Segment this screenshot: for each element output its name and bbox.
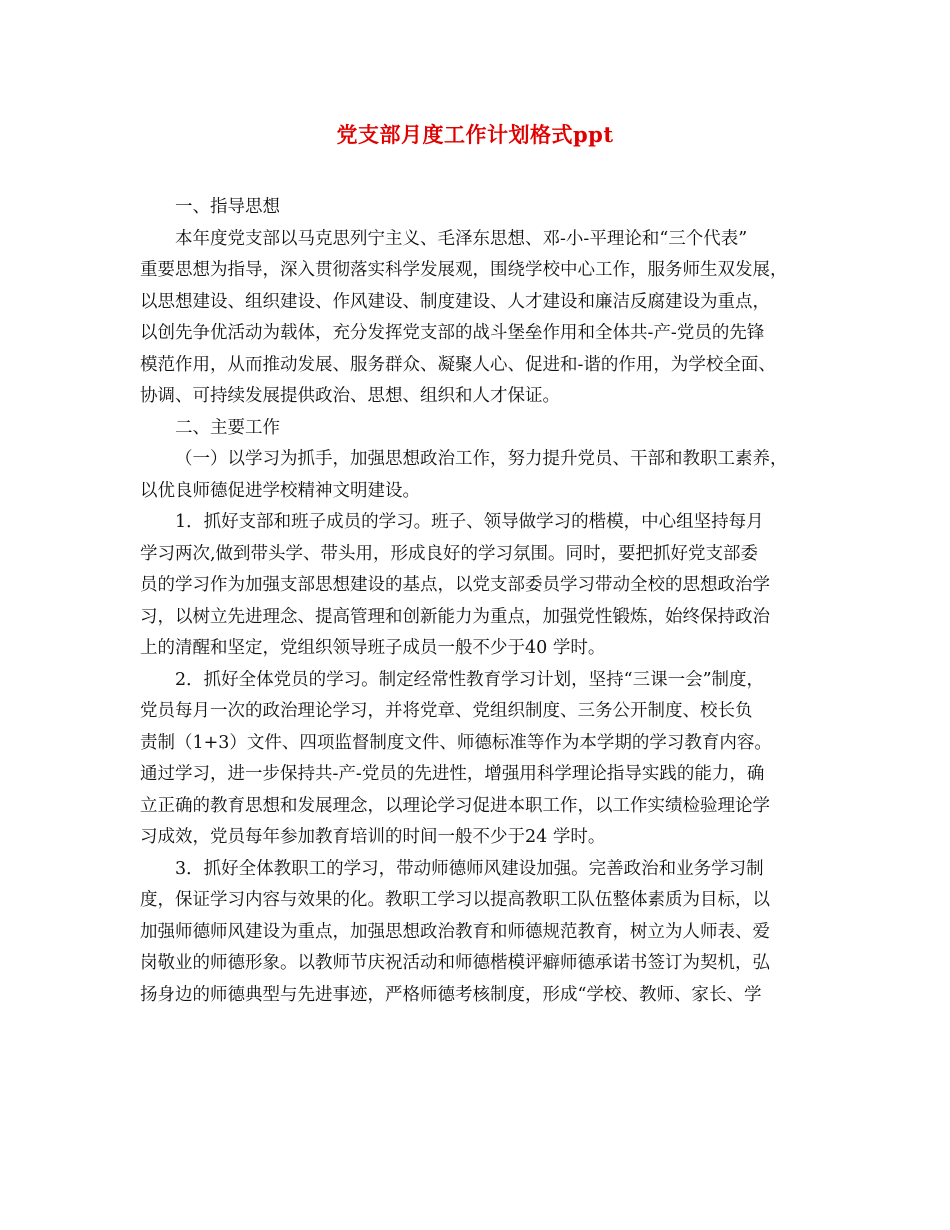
paragraph [140, 854, 812, 1012]
paragraph-line: 以创先争优活动为载体，充分发挥党支部的战斗堡垒作用和全体共-产-党员的先锋 [140, 323, 765, 343]
paragraph-line: 2．抓好全体党员的学习。制定经常性教育学习计划，坚持“三课一会”制度， [175, 669, 765, 690]
paragraph [140, 192, 812, 224]
paragraph [140, 507, 812, 665]
paragraph [140, 413, 812, 445]
paragraph-line: 以思想建设、组织建设、作风建设、制度建设、人才建设和廉洁反腐建设为重点， [140, 291, 770, 312]
paragraph-line: 1．抓好支部和班子成员的学习。班子、领导做学习的楷模，中心组坚持每月 [175, 512, 764, 532]
paragraph-line: 党员每月一次的政治理论学习，并将党章、党组织制度、三务公开制度、校长负 [140, 701, 753, 721]
paragraph-line: 协调、可持续发展提供政治、思想、组织和人才保证。 [140, 386, 560, 406]
document-body [140, 192, 812, 1011]
paragraph-line: 3．抓好全体教职工的学习，带动师德师风建设加强。完善政治和业务学习制 [175, 858, 764, 879]
paragraph [140, 444, 812, 507]
paragraph-line: 二、主要工作 [175, 417, 280, 438]
paragraph-line: 上的清醒和坚定，党组织领导班子成员一般不少于40 学时。 [140, 638, 606, 658]
paragraph-line: 本年度党支部以马克思列宁主义、毛泽东思想、邓-小-平理论和“三个代表” [175, 228, 748, 249]
paragraph-line: 责制（1+3）文件、四项监督制度文件、师德标准等作为本学期的学习教育内容。 [140, 732, 772, 753]
paragraph-line: 加强师德师风建设为重点，加强思想政治教育和师德规范教育，树立为人师表、爱 [140, 921, 770, 942]
paragraph-line: 习，以树立先进理念、提高管理和创新能力为重点，加强党性锻炼，始终保持政治 [140, 606, 770, 627]
paragraph-line: 以优良师德促进学校精神文明建设。 [140, 480, 420, 501]
paragraph-line: 员的学习作为加强支部思想建设的基点，以党支部委员学习带动全校的思想政治学 [140, 575, 770, 595]
paragraph-line: 习成效，党员每年参加教育培训的时间一般不少于24 学时。 [140, 827, 606, 847]
paragraph-line: 一、指导思想 [175, 197, 280, 217]
paragraph [140, 224, 812, 413]
paragraph-line: 立正确的教育思想和发展理念，以理论学习促进本职工作，以工作实绩检验理论学 [140, 795, 770, 816]
paragraph-line: 重要思想为指导，深入贯彻落实科学发展观，围绕学校中心工作，服务师生双发展， [140, 260, 788, 280]
document-title: 党支部月度工作计划格式ppt [336, 122, 614, 147]
paragraph-line: 模范作用，从而推动发展、服务群众、凝聚人心、促进和-谐的作用，为学校全面、 [140, 354, 776, 375]
paragraph-line: 通过学习，进一步保持共-产-党员的先进性，增强用科学理论指导实践的能力，确 [140, 764, 765, 784]
paragraph-line: 扬身边的师德典型与先进事迹，严格师德考核制度，形成“学校、教师、家长、学 [140, 984, 762, 1005]
paragraph-line: 学习两次,做到带头学、带头用，形成良好的学习氛围。同时，要把抓好党支部委 [140, 543, 759, 564]
paragraph [140, 665, 812, 854]
paragraph-line: 度，保证学习内容与效果的化。教职工学习以提高教职工队伍整体素质为目标，以 [140, 890, 770, 910]
paragraph-line: 岗敬业的师德形象。以教师节庆祝活动和师德楷模评癖师德承诺书签订为契机，弘 [140, 953, 770, 973]
paragraph-line: （一）以学习为抓手，加强思想政治工作，努力提升党员、干部和教职工素养， [175, 449, 788, 469]
